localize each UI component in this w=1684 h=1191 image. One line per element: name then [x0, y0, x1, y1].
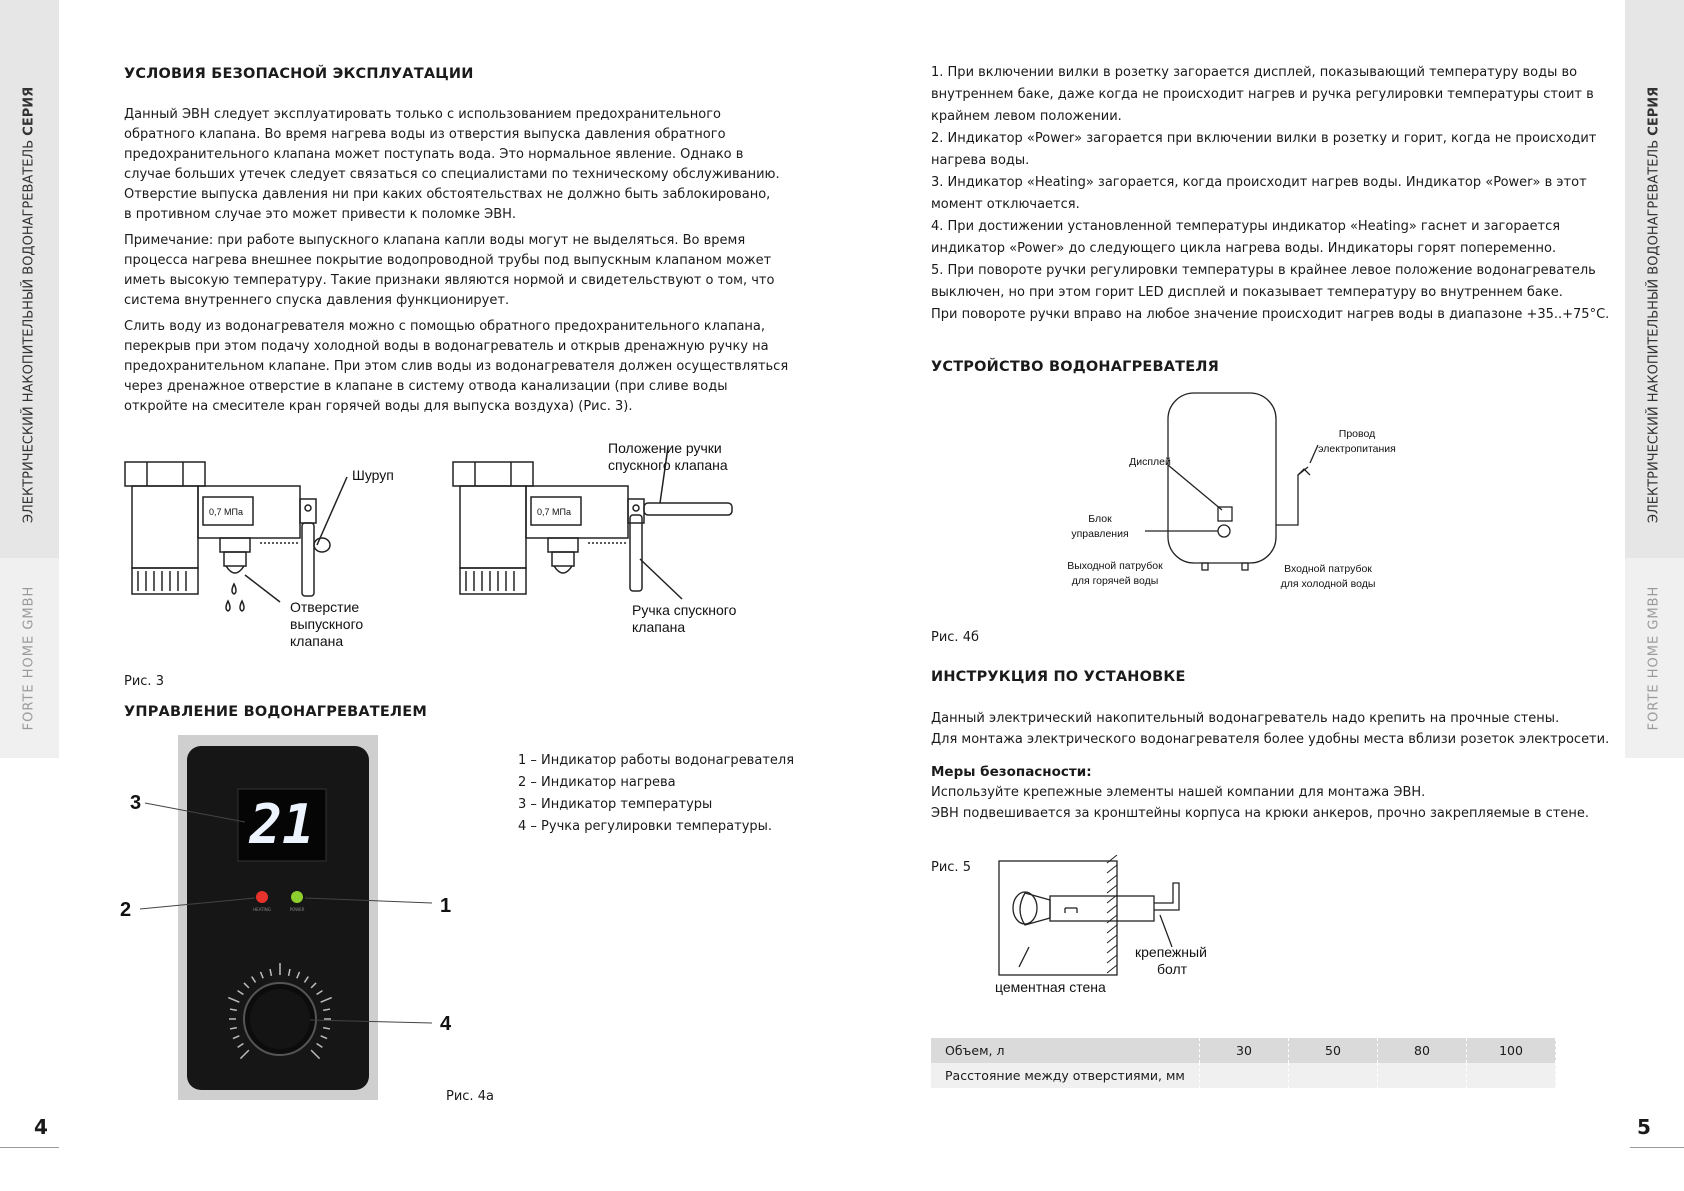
svg-text:выпускного: выпускного	[290, 616, 364, 632]
section-title-device: УСТРОЙСТВО ВОДОНАГРЕВАТЕЛЯ	[931, 359, 1219, 375]
section-title-safe-operation: УСЛОВИЯ БЕЗОПАСНОЙ ЭКСПЛУАТАЦИИ	[124, 66, 474, 82]
svg-text:для холодной воды: для холодной воды	[1280, 578, 1376, 590]
fig4a-caption: Рис. 4а	[446, 1089, 494, 1104]
table-cell	[1289, 1063, 1378, 1088]
paragraph-safe-operation: Данный ЭВН следует эксплуатировать только с использованием предохранительного обратного клапана. Во время нагрева воды из отверстия выпуска давления обратного предохранительного клапана может поступать вода. Это нормальное явление. Однако в случае больших утечек следует связаться со специалистами по техническому обслуживанию. Отверстие выпуска давления ни при каких обстоятельствах не должно быть заблокировано, в противном случае это может привести к поломке ЭВН. Примечание: при работе выпускного клапана капли воды могут не выделяться. Во время процесса нагрева внешнее покрытие водопроводной трубы под выпускным клапаном может иметь высокую температуру. Такие признаки являются нормой и свидетельствуют о том, что система внутреннего спуска давления функционирует. Слить воду из водонагревателя можно с помощью обратного предохранительного клапана, перекрыв при этом подачу холодной воды в водонагреватель и открыв дренажную ручку на предохранительном клапане. При этом слив воды из водонагревателя должен осуществляться через дренажное отверстие в клапане в систему отвода канализации (при сливе воды откройте на смесителе кран горячей воды для выпуска воздуха) (Рис. 3).	[124, 107, 789, 414]
svg-text:Отверстие: Отверстие	[290, 599, 360, 615]
svg-text:для горячей воды: для горячей воды	[1071, 575, 1159, 587]
side-company-name-right: FORTE HOME GMBH	[1646, 585, 1662, 731]
right-side-band	[1625, 0, 1684, 1191]
svg-text:Ручка спускного: Ручка спускного	[632, 602, 737, 618]
table-cell: 80	[1378, 1038, 1467, 1063]
screw-label: Шуруп	[352, 467, 394, 483]
table-row	[931, 1038, 1556, 1063]
heating-led-icon	[256, 891, 268, 903]
fig4b-caption: Рис. 4б	[931, 630, 979, 645]
svg-text:крепежный: крепежный	[1135, 944, 1207, 960]
svg-text:Выходной патрубок: Выходной патрубок	[1067, 560, 1163, 572]
callout-4: 4	[440, 1013, 452, 1035]
svg-text:Блок: Блок	[1088, 513, 1112, 525]
side-company-name: FORTE HOME GMBH	[21, 585, 37, 731]
fig5-caption: Рис. 5	[931, 860, 971, 875]
table-cell	[1200, 1063, 1289, 1088]
fig3-caption: Рис. 3	[124, 674, 164, 689]
legend-item: 4 – Ручка регулировки температуры.	[518, 819, 773, 834]
figure-4a-control-panel	[110, 735, 455, 1100]
figure-3-safety-valve	[120, 435, 780, 655]
pressure-label-b: 0,7 МПа	[537, 507, 571, 517]
section-title-installation: ИНСТРУКЦИЯ ПО УСТАНОВКЕ	[931, 669, 1186, 685]
pressure-label-a: 0,7 МПа	[209, 507, 243, 517]
power-led-icon	[291, 891, 303, 903]
control-legend	[518, 750, 794, 838]
table-cell: 100	[1467, 1038, 1556, 1063]
svg-text:Положение ручки: Положение ручки	[608, 440, 722, 456]
legend-item: 3 – Индикатор температуры	[518, 797, 713, 812]
callout-1: 1	[440, 895, 452, 917]
safety-text: Используйте крепежные элементы нашей компании для монтажа ЭВН. ЭВН подвешивается за кронштейны корпуса на крюки анкеров, прочно закрепляемые в стене.	[931, 785, 1589, 821]
table-row	[931, 1063, 1556, 1088]
safety-title: Меры безопасности:	[931, 764, 1092, 780]
left-side-band	[0, 0, 59, 1191]
callout-2: 2	[120, 899, 132, 921]
side-product-title-right: ЭЛЕКТРИЧЕСКИЙ НАКОПИТЕЛЬНЫЙ ВОДОНАГРЕВАТЕЛЬ СЕРИЯ	[1646, 86, 1662, 524]
table-cell	[1467, 1063, 1556, 1088]
svg-text:клапана: клапана	[290, 633, 344, 649]
callout-3: 3	[130, 792, 142, 814]
figure-4b-heater-device	[1050, 385, 1410, 595]
table-cell-label: Объем, л	[931, 1038, 1200, 1063]
temperature-display: 21	[249, 793, 315, 856]
side-product-title: ЭЛЕКТРИЧЕСКИЙ НАКОПИТЕЛЬНЫЙ ВОДОНАГРЕВАТЕЛЬ СЕРИЯ	[21, 86, 37, 524]
svg-text:болт: болт	[1157, 961, 1188, 977]
table-cell: 30	[1200, 1038, 1289, 1063]
figure-5-mounting	[995, 855, 1255, 1005]
legend-item: 1 – Индикатор работы водонагревателя	[518, 753, 795, 768]
page-number-right: 5	[1637, 1115, 1651, 1139]
installation-text: Данный электрический накопительный водонагреватель надо крепить на прочные стены. Для монтажа электрического водонагревателя более удобны места вблизи розеток электросети.	[931, 711, 1610, 747]
legend-item: 2 – Индикатор нагрева	[518, 775, 676, 790]
svg-text:спускного клапана: спускного клапана	[608, 457, 728, 473]
svg-text:HEATING: HEATING	[253, 907, 271, 912]
svg-text:Провод: Провод	[1338, 428, 1376, 440]
indicator-description: 1. При включении вилки в розетку загорается дисплей, показывающий температуру воды во внутреннем баке, даже когда не происходит нагрев и ручка регулировки температуры стоит в крайнем левом положении. 2. Индикатор «Power» загорается при включении вилки в розетку и горит, когда не происходит нагрева воды. 3. Индикатор «Heating» загорается, когда происходит нагрев воды. Индикатор «Power» в этот момент отключается. 4. При достижении установленной температуры индикатор «Heating» гаснет и загорается индикатор «Power» до следующего цикла нагрева воды. Индикаторы горят попеременно. 5. При повороте ручки регулировки температуры в крайнее левое положение водонагреватель выключен, но при этом горит LED дисплей и показывает температуру во внутреннем баке. При повороте ручки вправо на любое значение происходит нагрев воды в диапазоне +35..+75°С.	[931, 65, 1610, 322]
svg-text:управления: управления	[1071, 528, 1129, 540]
distance-table	[931, 1038, 1556, 1088]
display-label: Дисплей	[1129, 456, 1171, 468]
svg-text:электропитания: электропитания	[1318, 443, 1396, 455]
page-number-left: 4	[34, 1115, 48, 1139]
table-cell-label: Расстояние между отверстиями, мм	[931, 1063, 1200, 1088]
wall-label: цементная стена	[995, 979, 1106, 995]
section-title-control: УПРАВЛЕНИЕ ВОДОНАГРЕВАТЕЛЕМ	[124, 704, 427, 720]
svg-text:Входной патрубок: Входной патрубок	[1284, 563, 1372, 575]
table-cell	[1378, 1063, 1467, 1088]
table-cell: 50	[1289, 1038, 1378, 1063]
svg-text:POWER: POWER	[289, 907, 305, 912]
svg-text:клапана: клапана	[632, 619, 686, 635]
